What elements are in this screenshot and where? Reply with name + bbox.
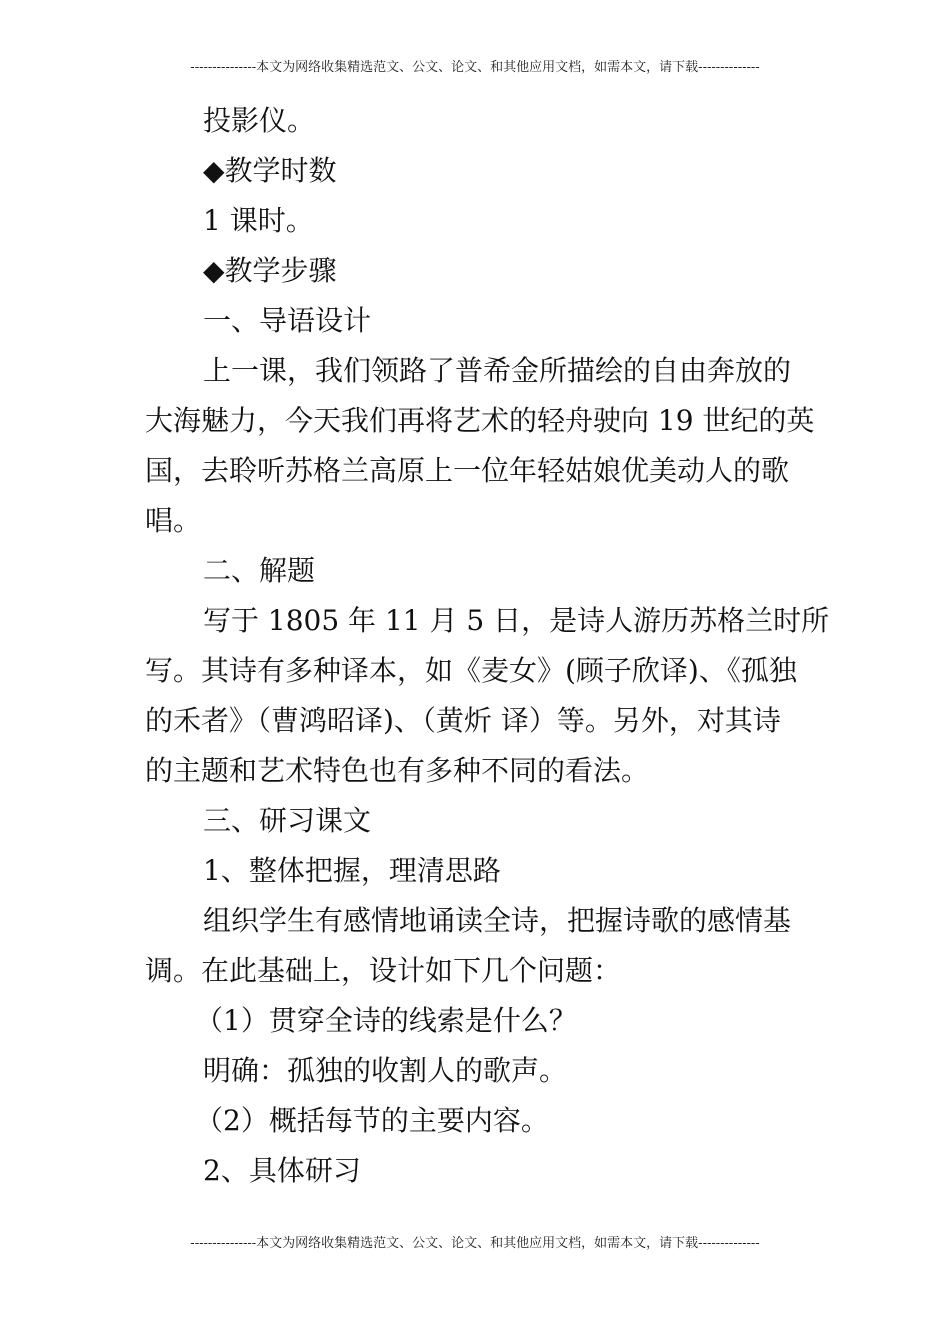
section-heading: 二、解题 [203,554,316,587]
paragraph-line: 写于 1805 年 11 月 5 日，是诗人游历苏格兰时所 [203,604,830,637]
paragraph-line: 调。在此基础上，设计如下几个问题： [145,954,622,987]
paragraph-line: 1 课时。 [203,204,314,237]
section-heading: ◆教学时数 [203,154,337,187]
section-heading: 一、导语设计 [203,304,372,337]
page-footer: ---------------本文为网络收集精选范文、公文、论文、和其他应用文档，如需本文，请下载-------------- [190,1236,760,1251]
paragraph-line: 上一课，我们领路了普希金所描绘的自由奔放的 [203,354,792,387]
section-heading: ◆教学步骤 [203,254,337,287]
paragraph-line: 唱。 [145,504,202,537]
question-line: （2）概括每节的主要内容。 [195,1104,549,1137]
subsection-heading: 2、具体研习 [203,1154,361,1187]
answer-line: 明确：孤独的收割人的歌声。 [203,1054,568,1087]
paragraph-line: 投影仪。 [203,104,316,137]
subsection-heading: 1、整体把握，理清思路 [203,854,501,887]
paragraph-line: 组织学生有感情地诵读全诗，把握诗歌的感情基 [203,904,792,937]
paragraph-line: 写。其诗有多种译本，如《麦女》(顾子欣译)、《孤独 [145,654,797,687]
section-heading: 三、研习课文 [203,804,372,837]
question-line: （1）贯穿全诗的线索是什么？ [195,1004,577,1037]
paragraph-line: 的主题和艺术特色也有多种不同的看法。 [145,754,650,787]
paragraph-line: 大海魅力，今天我们再将艺术的轻舟驶向 19 世纪的英 [145,404,815,437]
paragraph-line: 的禾者》（曹鸿昭译)、（黄炘 译）等。另外，对其诗 [145,704,781,737]
paragraph-line: 国，去聆听苏格兰高原上一位年轻姑娘优美动人的歌 [145,454,790,487]
document-body [145,96,830,1196]
page-header: ---------------本文为网络收集精选范文、公文、论文、和其他应用文档，如需本文，请下载-------------- [190,60,760,75]
